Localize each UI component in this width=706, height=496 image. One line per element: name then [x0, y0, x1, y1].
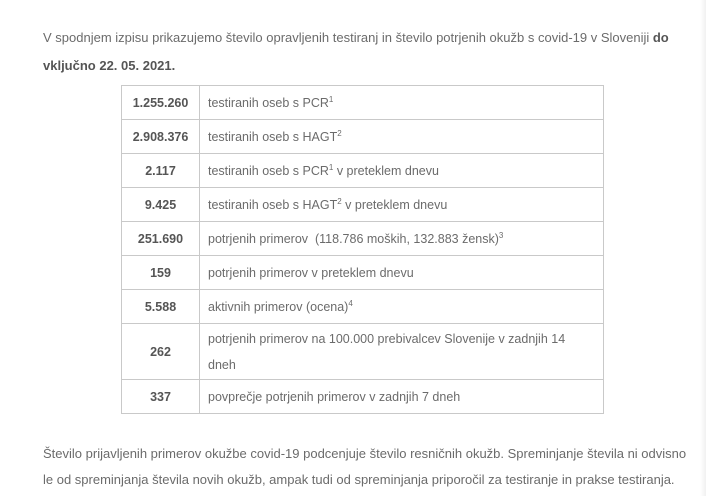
intro-date: do vključno 22. 05. 2021. — [43, 30, 669, 73]
row-description — [200, 256, 604, 290]
row-text: potrjenih primerov (118.786 moških, 132.883 žensk) — [208, 231, 499, 246]
row-text: aktivnih primerov (ocena) — [208, 299, 349, 314]
intro-paragraph — [43, 24, 693, 80]
footnote-marker: 2 — [337, 196, 342, 206]
footnote-marker: 1 — [328, 162, 334, 172]
row-value: 159 — [122, 256, 200, 290]
statistics-table — [121, 85, 604, 414]
row-value: 2.117 — [122, 154, 200, 188]
row-value: 2.908.376 — [122, 120, 200, 154]
table-row — [122, 290, 604, 324]
row-value: 251.690 — [122, 222, 200, 256]
table-row — [122, 222, 604, 256]
row-value: 262 — [122, 324, 200, 380]
row-text: testiranih oseb s HAGT — [208, 197, 338, 212]
row-description — [200, 188, 604, 222]
footer-paragraph: Število prijavljenih primerov okužbe covid-19 podcenjuje število resničnih okužb. Spreminjanje števila ni odvisno le od spreminjanja števila novih okužb, ampak tudi od spreminjanja priporočil za testiranje in prakse testiranja. — [43, 446, 687, 487]
table-row — [122, 380, 604, 414]
row-description — [200, 222, 604, 256]
row-value: 5.588 — [122, 290, 200, 324]
row-value: 1.255.260 — [122, 86, 200, 120]
row-value: 337 — [122, 380, 200, 414]
intro-text: V spodnjem izpisu prikazujemo število opravljenih testiranj in število potrjenih okužb s covid-19 v Sloveniji — [43, 30, 653, 45]
table-row — [122, 256, 604, 290]
row-text: testiranih oseb s HAGT — [208, 129, 338, 144]
table-row — [122, 188, 604, 222]
row-description — [200, 86, 604, 120]
row-description — [200, 324, 604, 380]
row-text: testiranih oseb s PCR — [208, 95, 329, 110]
footnote-marker: 3 — [498, 230, 504, 240]
row-description — [200, 154, 604, 188]
row-description — [200, 120, 604, 154]
row-text: potrjenih primerov na 100.000 prebivalcev Slovenije v zadnjih 14 dneh — [208, 331, 566, 372]
row-value: 9.425 — [122, 188, 200, 222]
table-row — [122, 324, 604, 380]
footnote-marker: 4 — [348, 298, 353, 308]
row-description — [200, 290, 604, 324]
table-row — [122, 154, 604, 188]
table-row — [122, 86, 604, 120]
footnote-marker: 1 — [328, 94, 334, 104]
row-description — [200, 380, 604, 414]
footnote-marker: 2 — [337, 128, 342, 138]
row-text-after: v preteklem dnevu — [341, 197, 448, 212]
row-text: povprečje potrjenih primerov v zadnjih 7 dneh — [208, 389, 461, 404]
row-text: potrjenih primerov v preteklem dnevu — [208, 265, 414, 280]
table-row — [122, 120, 604, 154]
row-text: testiranih oseb s PCR — [208, 163, 329, 178]
row-text-after: v preteklem dnevu — [333, 163, 439, 178]
